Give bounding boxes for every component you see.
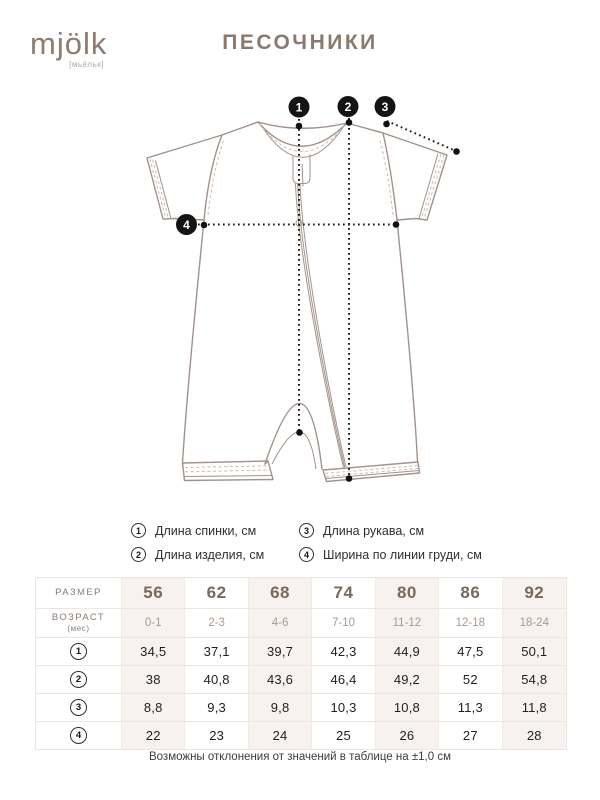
- age-value: 0-1: [144, 617, 162, 629]
- legend-label-4: Ширина по линии груди, см: [323, 547, 482, 562]
- measurement-value: 42,3: [330, 644, 357, 659]
- measurement-value: 27: [462, 728, 478, 743]
- size-value: 68: [270, 583, 291, 602]
- measurement-value: 37,1: [203, 644, 230, 659]
- zipper-teeth-line: [298, 184, 345, 468]
- measurement-value: 26: [399, 728, 415, 743]
- measurement-value: 54,8: [521, 672, 548, 687]
- left-leg-cuff: [183, 461, 274, 481]
- left-sleeve-outline: [147, 135, 222, 220]
- size-value: 62: [206, 583, 227, 602]
- page-title: ПЕСОЧНИКИ: [222, 31, 378, 54]
- left-leg-cuff-stitch-1: [185, 466, 269, 468]
- back-neck-curve: [258, 122, 347, 128]
- legend-number-3: 3: [299, 523, 314, 538]
- legend-item-item-length: [131, 547, 264, 562]
- legend-number-2: 2: [131, 547, 146, 562]
- marker-number-4: 4: [183, 217, 190, 232]
- left-armhole-seam: [204, 135, 222, 220]
- measurement-value: 49,2: [393, 672, 420, 687]
- measurement-value: 23: [209, 728, 225, 743]
- measurement-value: 11,3: [457, 700, 483, 715]
- measurement-value: 22: [145, 728, 161, 743]
- measure-dot-4-right: [393, 221, 400, 228]
- tolerance-note: Возможны отклонения от значений в таблице на ±1,0 см: [149, 751, 451, 763]
- legend-label-3: Длина рукава, см: [323, 523, 425, 538]
- table-row-back-length: [36, 638, 566, 666]
- left-side-seam: [183, 217, 205, 463]
- measurement-value: 9,8: [270, 700, 290, 715]
- row-number-1: 1: [70, 643, 87, 660]
- measurement-value: 28: [526, 728, 542, 743]
- measure-dot-4-left: [201, 222, 208, 229]
- legend-label-1: Длина спинки, см: [155, 523, 257, 538]
- row-number-2: 2: [70, 671, 87, 688]
- brand-logo-text: mjölk: [30, 26, 108, 61]
- measure-dot-3-right: [453, 148, 460, 155]
- table-row-item-length: [36, 666, 566, 694]
- row-number-4: 4: [70, 727, 87, 744]
- measurement-value: 10,3: [330, 700, 357, 715]
- marker-number-3: 3: [381, 99, 389, 114]
- age-value: 12-18: [455, 617, 486, 629]
- left-leg-cuff-hem: [184, 476, 273, 477]
- measure-dot-1-bottom: [296, 429, 303, 436]
- right-side-seam: [397, 220, 418, 462]
- crotch-inner-arc: [272, 432, 316, 469]
- measurement-value: 9,3: [207, 700, 226, 715]
- table-row-size: [36, 578, 566, 609]
- size-value: 74: [333, 583, 354, 602]
- measure-dot-3-left: [383, 121, 390, 128]
- size-row-header: РАЗМЕР: [55, 587, 102, 599]
- age-value: 11-12: [392, 617, 422, 629]
- right-sleeve-cuff-seam: [419, 154, 438, 219]
- measurement-value: 40,8: [203, 672, 230, 687]
- age-value: 18-24: [519, 617, 549, 629]
- left-shoulder-seam: [222, 122, 258, 135]
- measurement-value: 46,4: [330, 672, 357, 687]
- size-value: 80: [396, 583, 417, 602]
- zipper-pull: [302, 164, 303, 186]
- age-row-header: [52, 612, 105, 634]
- age-value: 2-3: [208, 617, 225, 629]
- right-armhole-seam: [383, 133, 397, 220]
- measure-dot-2-bottom: [346, 475, 353, 482]
- neckband-inner-curve: [261, 125, 344, 157]
- size-table: [35, 577, 567, 750]
- measurement-markers: [176, 96, 396, 235]
- measure-dot-1-top: [296, 123, 303, 130]
- measurement-value: 39,7: [267, 644, 294, 659]
- measurement-value: 11,8: [521, 700, 547, 715]
- age-header-line1: ВОЗРАСТ: [51, 612, 106, 624]
- romper-drawing: [147, 122, 447, 482]
- zipper-tape-right: [300, 184, 346, 468]
- legend-number-4: 4: [299, 547, 314, 562]
- legend-label-2: Длина изделия, см: [155, 547, 265, 562]
- measurement-value: 34,5: [140, 644, 167, 659]
- measurement-value: 24: [272, 728, 288, 743]
- brand-logo-transcription: [мьёльк]: [69, 60, 104, 69]
- left-leg-cuff-stitch-2: [185, 470, 271, 472]
- measurement-lines: [198, 118, 460, 482]
- legend-item-back-length: [131, 523, 256, 538]
- measurement-value: 47,5: [457, 644, 484, 659]
- right-sleeve-stitch-2: [422, 154, 442, 219]
- row-number-3: 3: [70, 699, 87, 716]
- table-row-sleeve-length: [36, 694, 566, 722]
- measurement-value: 43,6: [267, 672, 294, 687]
- crotch-outer-arc: [265, 403, 322, 469]
- size-value: 86: [460, 583, 481, 602]
- measurement-value: 44,9: [393, 644, 420, 659]
- right-sleeve-stitch-1: [424, 155, 444, 219]
- zipper-placket: [293, 154, 310, 184]
- measurement-value: 8,8: [143, 700, 163, 715]
- measurement-value: 52: [462, 672, 478, 687]
- romper-measurement-diagram: [0, 90, 600, 505]
- age-header-line2: (мес): [67, 623, 90, 633]
- table-row-age: [36, 609, 566, 638]
- legend-item-chest-width: [299, 547, 482, 562]
- measurement-value: 10,8: [393, 700, 420, 715]
- table-row-chest-width: [36, 722, 566, 749]
- marker-number-2: 2: [344, 99, 352, 114]
- measurement-value: 38: [145, 672, 161, 687]
- size-value: 56: [143, 583, 164, 602]
- size-value: 92: [524, 583, 545, 602]
- marker-number-1: 1: [295, 100, 303, 115]
- age-value: 7-10: [331, 617, 355, 629]
- legend-number-1: 1: [131, 523, 146, 538]
- legend-item-sleeve-length: [299, 523, 424, 538]
- age-value: 4-6: [271, 617, 289, 629]
- measurement-value: 50,1: [521, 644, 548, 659]
- measurement-value: 25: [336, 728, 351, 743]
- measure-dot-2-top: [346, 119, 353, 126]
- right-shoulder-seam: [347, 123, 383, 133]
